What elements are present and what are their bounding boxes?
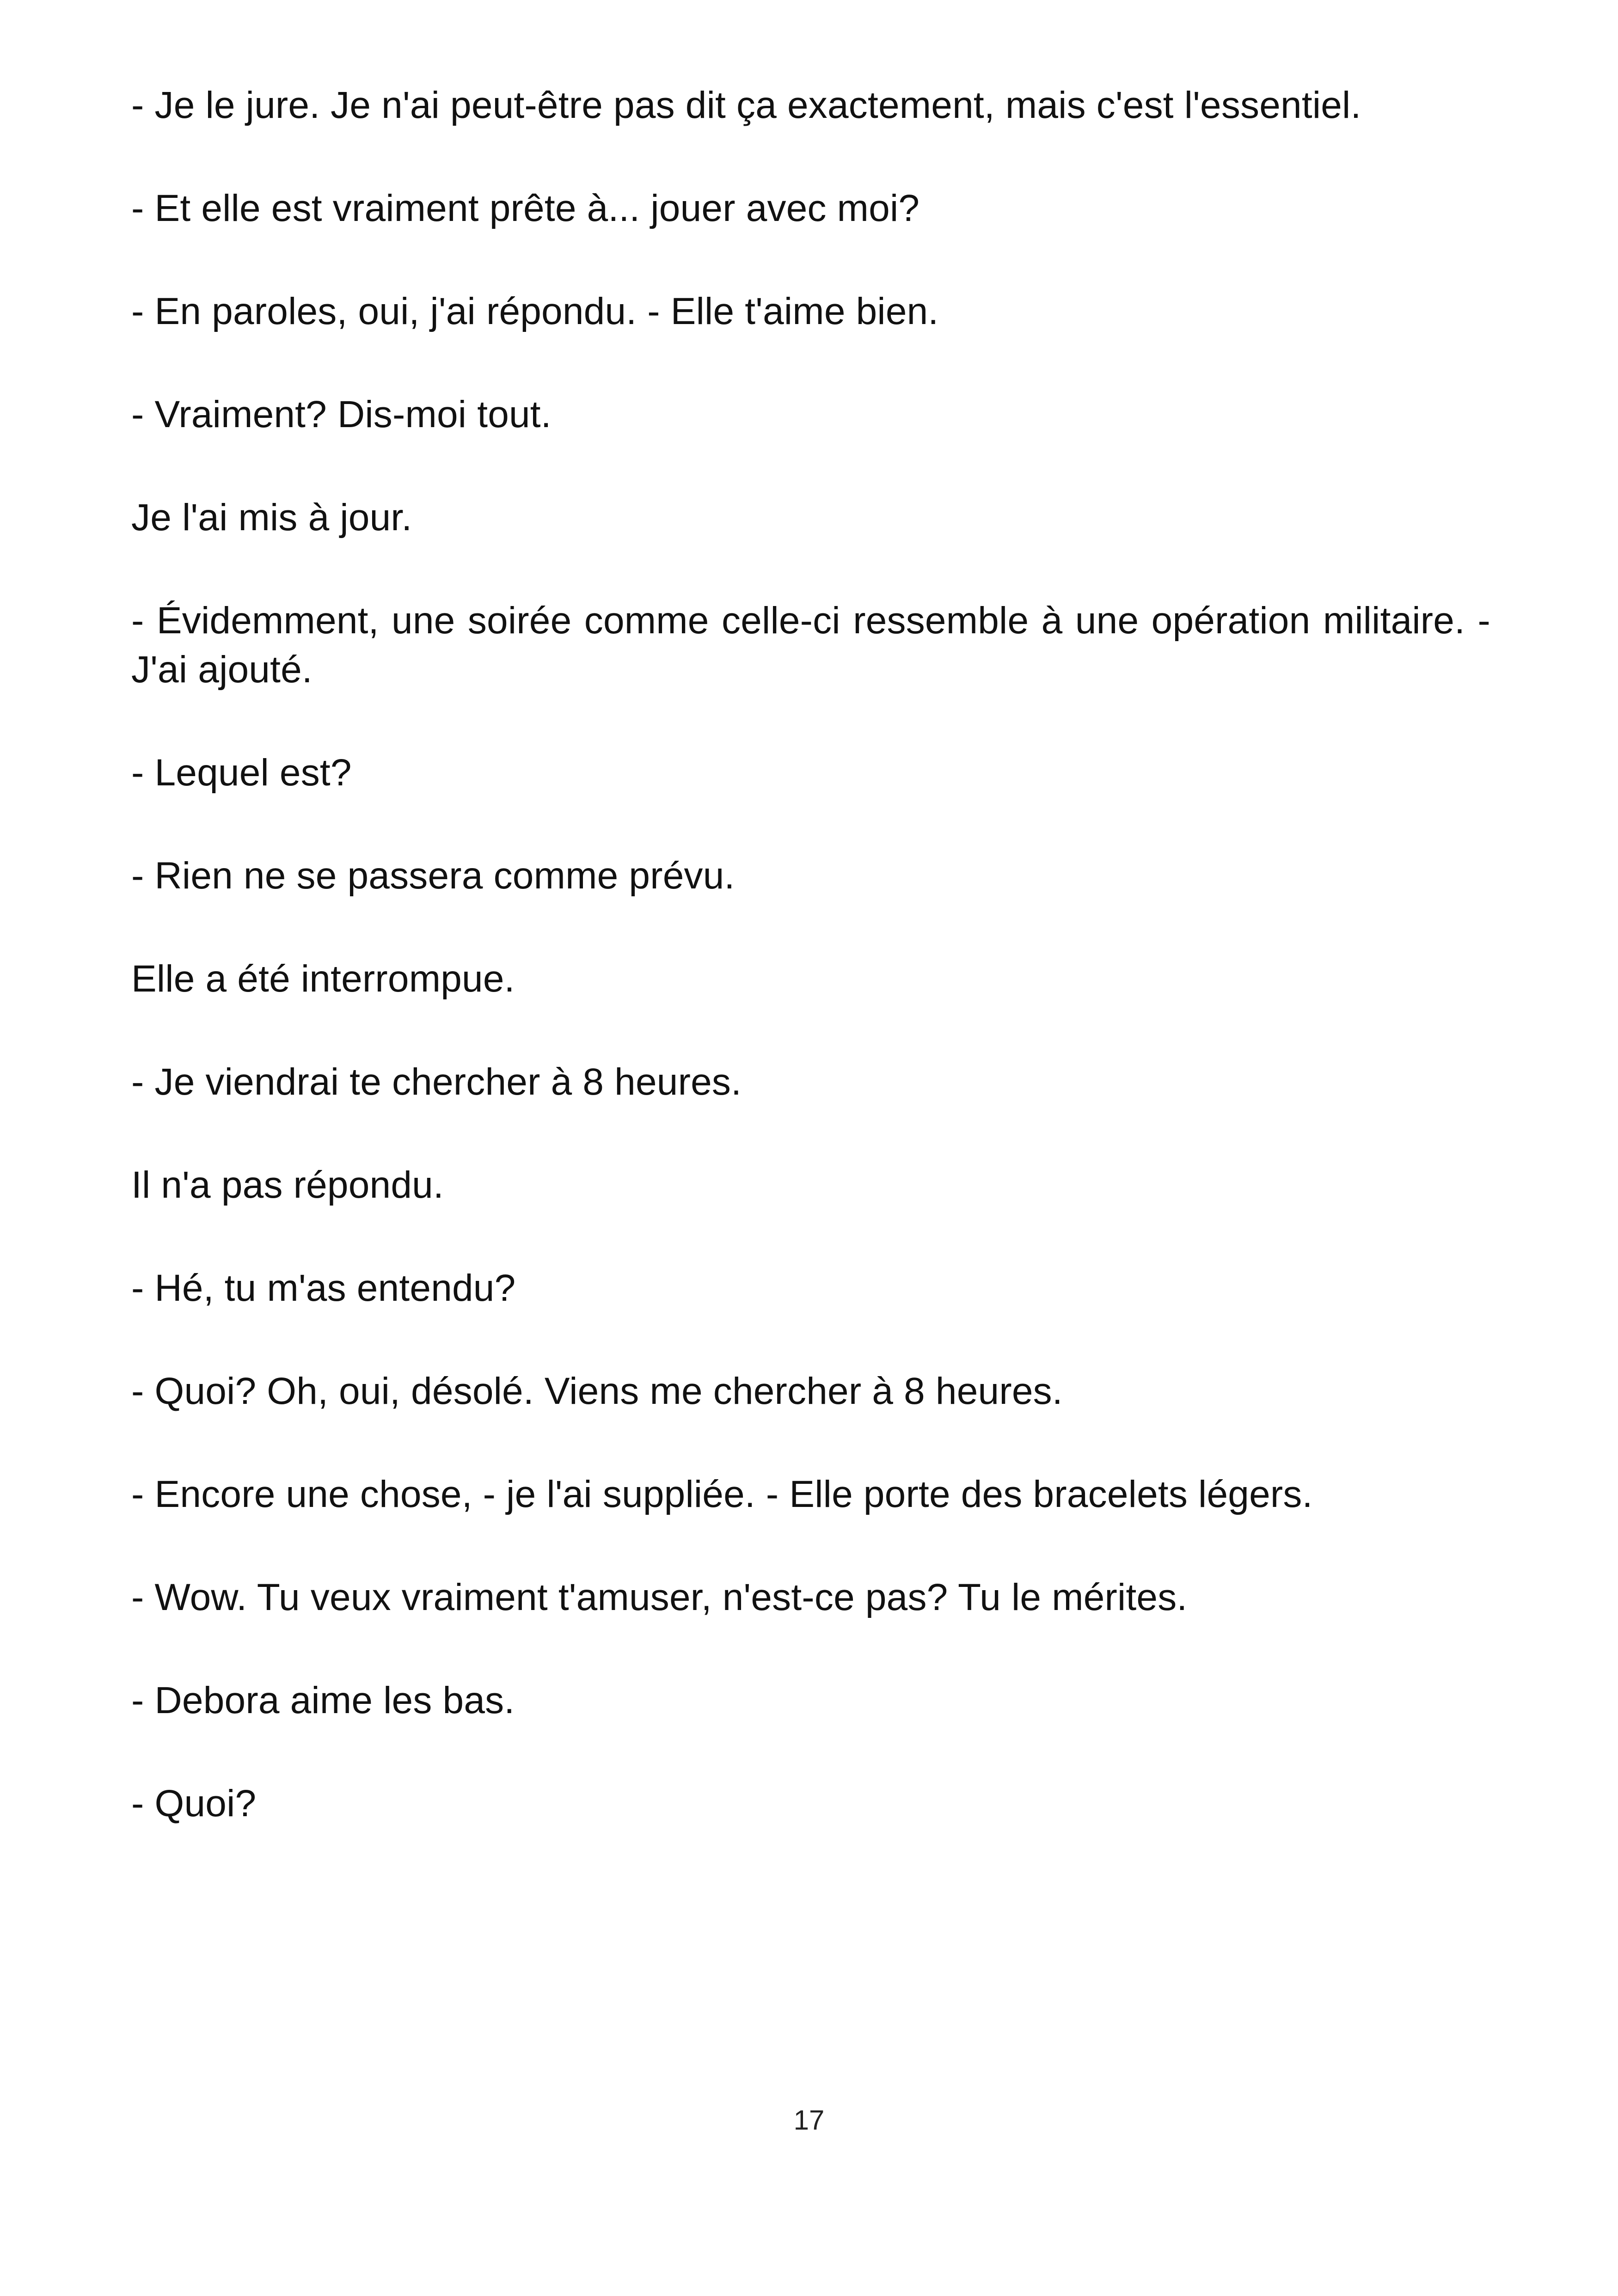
paragraph: Elle a été interrompue.	[131, 958, 515, 1000]
paragraph: Je l'ai mis à jour.	[131, 496, 412, 539]
paragraph: Il n'a pas répondu.	[131, 1164, 444, 1206]
paragraph: - Wow. Tu veux vraiment t'amuser, n'est-ce pas? Tu le mérites.	[131, 1576, 1188, 1618]
paragraph: - Et elle est vraiment prête à... jouer avec moi?	[131, 187, 920, 229]
body-text	[131, 81, 1490, 1882]
paragraph: - Lequel est?	[131, 752, 352, 794]
page-number: 17	[793, 2105, 825, 2136]
paragraph: - Évidemment, une soirée comme celle-ci ressemble à une opération militaire. - J'ai ajouté.	[131, 600, 1490, 691]
paragraph: - Je le jure. Je n'ai peut-être pas dit ça exactement, mais c'est l'essentiel.	[131, 84, 1361, 126]
paragraph: - Quoi?	[131, 1782, 257, 1825]
paragraph: - Hé, tu m'as entendu?	[131, 1267, 516, 1309]
paragraph: - Rien ne se passera comme prévu.	[131, 855, 735, 897]
paragraph: - Quoi? Oh, oui, désolé. Viens me chercher à 8 heures.	[131, 1370, 1063, 1412]
paragraph: - Encore une chose, - je l'ai suppliée. - Elle porte des bracelets légers.	[131, 1473, 1313, 1515]
paragraph: - Debora aime les bas.	[131, 1679, 515, 1721]
paragraph: - Je viendrai te chercher à 8 heures.	[131, 1061, 742, 1103]
paragraph: - En paroles, oui, j'ai répondu. - Elle t'aime bien.	[131, 290, 939, 332]
paragraph: - Vraiment? Dis-moi tout.	[131, 393, 552, 435]
